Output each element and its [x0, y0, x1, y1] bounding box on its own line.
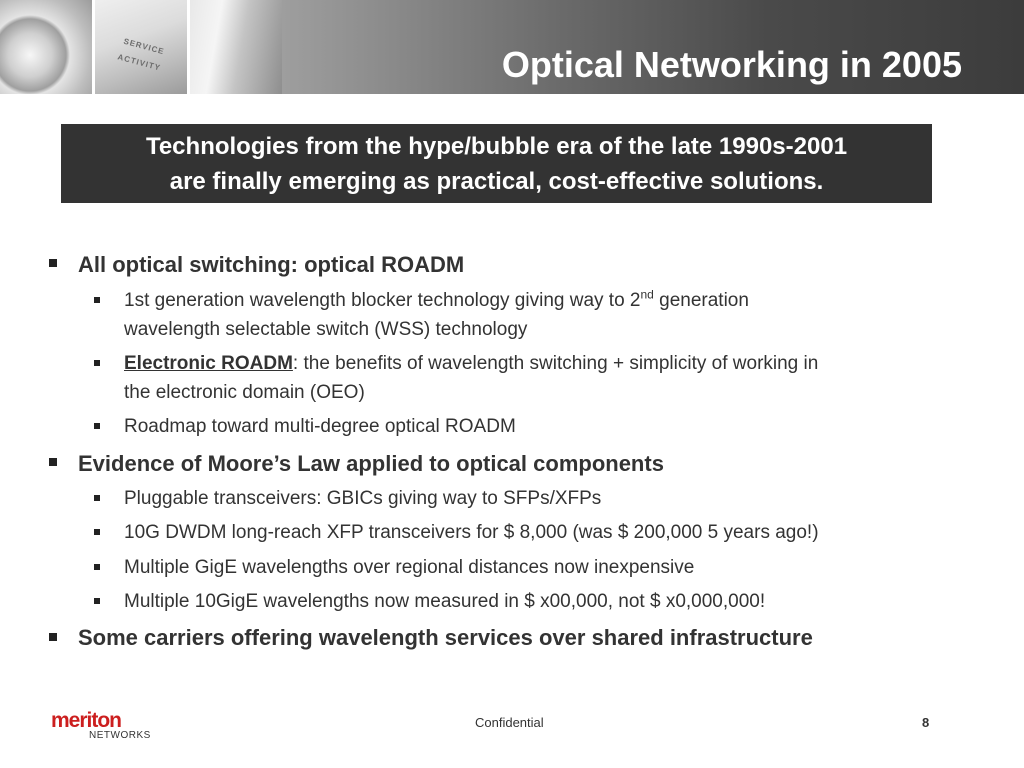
logo-subtitle: NETWORKS	[89, 730, 151, 741]
bullet-marker	[49, 458, 57, 466]
electronic-roadm-line2: the electronic domain (OEO)	[124, 382, 365, 403]
sub-bullet-electronic-roadm	[124, 349, 974, 407]
sub-bullet-dwdm-xfp: 10G DWDM long-reach XFP transceivers for $ 8,000 (was $ 200,000 5 years ago!)	[124, 522, 819, 543]
page-number: 8	[922, 715, 930, 730]
bullet-marker	[49, 259, 57, 267]
superscript-nd: nd	[640, 287, 654, 302]
sub-bullet-wss-text: 1st generation wavelength blocker technology giving way to 2	[124, 290, 641, 311]
callout-line-2: are finally emerging as practical, cost-effective solutions.	[169, 168, 824, 195]
bullet-moores-law: Evidence of Moore’s Law applied to optical components	[78, 451, 664, 476]
bullet-marker	[49, 633, 57, 641]
sub-bullet-pluggable: Pluggable transceivers: GBICs giving way to SFPs/XFPs	[124, 488, 602, 509]
meriton-logo	[51, 709, 161, 745]
sub-bullet-10gige: Multiple 10GigE wavelengths now measured in $ x00,000, not $ x0,000,000!	[124, 591, 766, 612]
sub-bullet-marker	[94, 598, 100, 604]
sub-bullet-marker	[94, 297, 100, 303]
sub-bullet-wss-line2: wavelength selectable switch (WSS) technology	[124, 319, 528, 340]
confidential-label: Confidential	[475, 715, 544, 730]
sub-bullet-marker	[94, 360, 100, 366]
electronic-roadm-text: : the benefits of wavelength switching + simplicity of working in	[292, 353, 819, 374]
bullet-carriers: Some carriers offering wavelength services over shared infrastructure	[78, 625, 813, 650]
bullet-all-optical-switching: All optical switching: optical ROADM	[78, 252, 465, 277]
photo-tag-service: SERVICE	[122, 36, 166, 57]
sub-bullet-marker	[94, 564, 100, 570]
sub-bullet-marker	[94, 495, 100, 501]
photo-tag-activity: ACTIVITY	[116, 52, 162, 73]
sub-bullet-gige: Multiple GigE wavelengths over regional distances now inexpensive	[124, 557, 695, 578]
electronic-roadm-label: Electronic ROADM	[124, 353, 293, 374]
slide-title: Optical Networking in 2005	[501, 44, 962, 85]
callout-line-1: Technologies from the hype/bubble era of the late 1990s-2001	[145, 133, 848, 160]
sub-bullet-wss	[124, 286, 974, 344]
sub-bullet-marker	[94, 529, 100, 535]
logo-wordmark: meriton	[51, 709, 122, 732]
sub-bullet-wss-text-end: generation	[653, 290, 749, 311]
sub-bullet-marker	[94, 423, 100, 429]
sub-bullet-multi-degree: Roadmap toward multi-degree optical ROADM	[124, 416, 516, 437]
